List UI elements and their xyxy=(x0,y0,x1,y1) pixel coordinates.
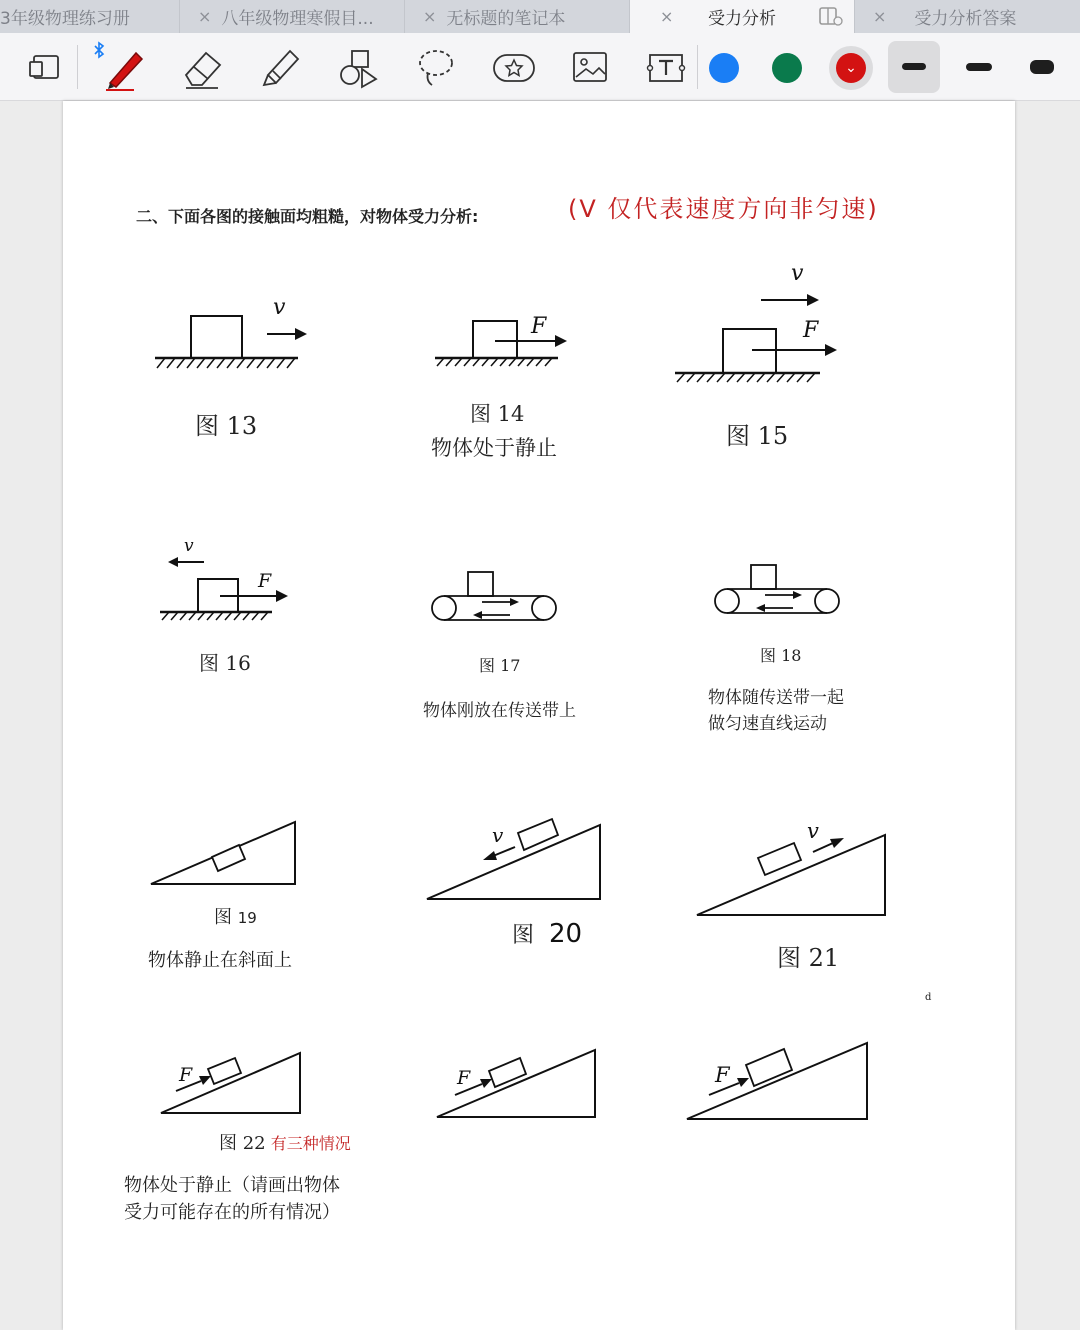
figure-22b-diagram xyxy=(435,1047,600,1122)
figure-20-handwritten-number: 20 xyxy=(549,919,583,949)
highlighter-icon[interactable] xyxy=(254,41,306,93)
color-swatch-blue[interactable] xyxy=(709,53,739,83)
stroke-thick[interactable] xyxy=(1030,60,1054,74)
eraser-icon[interactable] xyxy=(176,41,228,93)
stray-mark: d xyxy=(925,992,932,1003)
sticker-icon[interactable] xyxy=(488,41,540,93)
lasso-icon[interactable] xyxy=(410,41,462,93)
figure-22-caption: 物体处于静止（请画出物体 xyxy=(124,1175,340,1196)
shapes-icon[interactable] xyxy=(332,41,384,93)
velocity-label: v xyxy=(807,819,819,843)
figure-19-label: 图 xyxy=(214,907,238,928)
velocity-label: v xyxy=(791,261,804,286)
page-layout-icon[interactable] xyxy=(20,41,72,93)
figure-14-diagram xyxy=(435,313,575,373)
figure-22-caption-2: 受力可能存在的所有情况） xyxy=(124,1202,340,1223)
figure-21-label: 图 21 xyxy=(777,944,840,972)
toolbar xyxy=(0,33,1080,101)
figure-20-diagram xyxy=(425,813,605,903)
figure-18-diagram xyxy=(713,563,843,621)
figure-21-diagram xyxy=(695,818,890,923)
force-label: F xyxy=(803,318,819,343)
tab-grade3-workbook[interactable] xyxy=(0,0,180,33)
figure-17-caption: 物体刚放在传送带上 xyxy=(423,701,576,721)
figure-19-handwritten-number: 19 xyxy=(237,909,257,927)
figure-18-caption: 物体随传送带一起 xyxy=(708,688,844,708)
figure-20-label-group xyxy=(512,918,582,949)
tab-untitled-notebook[interactable] xyxy=(405,0,630,33)
figure-15-diagram xyxy=(675,263,845,388)
stroke-thin[interactable] xyxy=(902,63,926,70)
figure-16-label: 图 16 xyxy=(199,651,251,675)
tab-label: 八年级物理寒假目... xyxy=(221,9,374,29)
figure-19-label-group xyxy=(214,903,257,929)
figure-16-diagram xyxy=(160,535,295,625)
figure-17-diagram xyxy=(430,570,560,628)
color-swatch-green[interactable] xyxy=(772,53,802,83)
figure-14-caption: 物体处于静止 xyxy=(431,436,557,460)
force-label: F xyxy=(531,314,547,339)
figure-22-label-group xyxy=(219,1129,351,1155)
worksheet-page[interactable] xyxy=(63,101,1015,1330)
section-heading: 二、下面各图的接触面均粗糙，对物体受力分析: xyxy=(136,207,479,226)
handwritten-note: (V 仅代表速度方向非匀速) xyxy=(568,195,879,223)
velocity-label: v xyxy=(492,823,504,847)
text-box-icon[interactable] xyxy=(640,41,692,93)
figure-13-label: 图 13 xyxy=(195,412,258,440)
toolbar-divider xyxy=(77,45,78,89)
figure-15-label: 图 15 xyxy=(726,422,789,450)
tab-label: 无标题的笔记本 xyxy=(446,9,566,29)
force-label: F xyxy=(457,1067,471,1089)
force-label: F xyxy=(258,570,272,592)
force-label: F xyxy=(715,1063,730,1087)
tab-label: 受力分析答案 xyxy=(914,9,1017,29)
figure-17-label: 图 17 xyxy=(479,656,521,675)
split-view-icon[interactable] xyxy=(818,7,844,32)
tab-bar xyxy=(0,0,1080,33)
tab-label: 3年级物理练习册 xyxy=(0,9,130,29)
figure-22-handwritten-note: 有三种情况 xyxy=(270,1134,351,1153)
tab-grade8-winter[interactable] xyxy=(180,0,405,33)
force-label: F xyxy=(179,1064,193,1086)
velocity-label: v xyxy=(273,295,286,320)
tab-close-icon[interactable]: × xyxy=(873,7,887,26)
image-icon[interactable] xyxy=(564,41,616,93)
stroke-medium[interactable] xyxy=(966,63,992,71)
figure-13-diagram xyxy=(155,296,315,376)
velocity-label: v xyxy=(184,536,194,556)
figure-14-label: 图 14 xyxy=(470,402,525,426)
figure-22-label: 图 22 xyxy=(219,1133,266,1154)
tab-force-analysis-answers[interactable] xyxy=(855,0,1060,33)
figure-20-label: 图 xyxy=(512,923,541,948)
figure-18-caption-2: 做匀速直线运动 xyxy=(708,714,827,734)
figure-22c-diagram xyxy=(685,1041,870,1126)
figure-19-caption: 物体静止在斜面上 xyxy=(148,950,292,971)
figure-22a-diagram xyxy=(159,1049,304,1119)
tab-label: 受力分析 xyxy=(708,9,776,29)
tab-close-icon[interactable]: × xyxy=(660,7,674,26)
toolbar-divider xyxy=(697,45,698,89)
figure-19-diagram xyxy=(149,819,299,889)
tab-close-icon[interactable]: × xyxy=(423,7,437,26)
pen-icon[interactable] xyxy=(98,41,150,93)
figure-18-label: 图 18 xyxy=(760,646,802,665)
tab-force-analysis[interactable] xyxy=(630,0,855,33)
color-swatch-red[interactable]: ⌄ xyxy=(836,53,866,83)
tab-close-icon[interactable]: × xyxy=(198,7,212,26)
